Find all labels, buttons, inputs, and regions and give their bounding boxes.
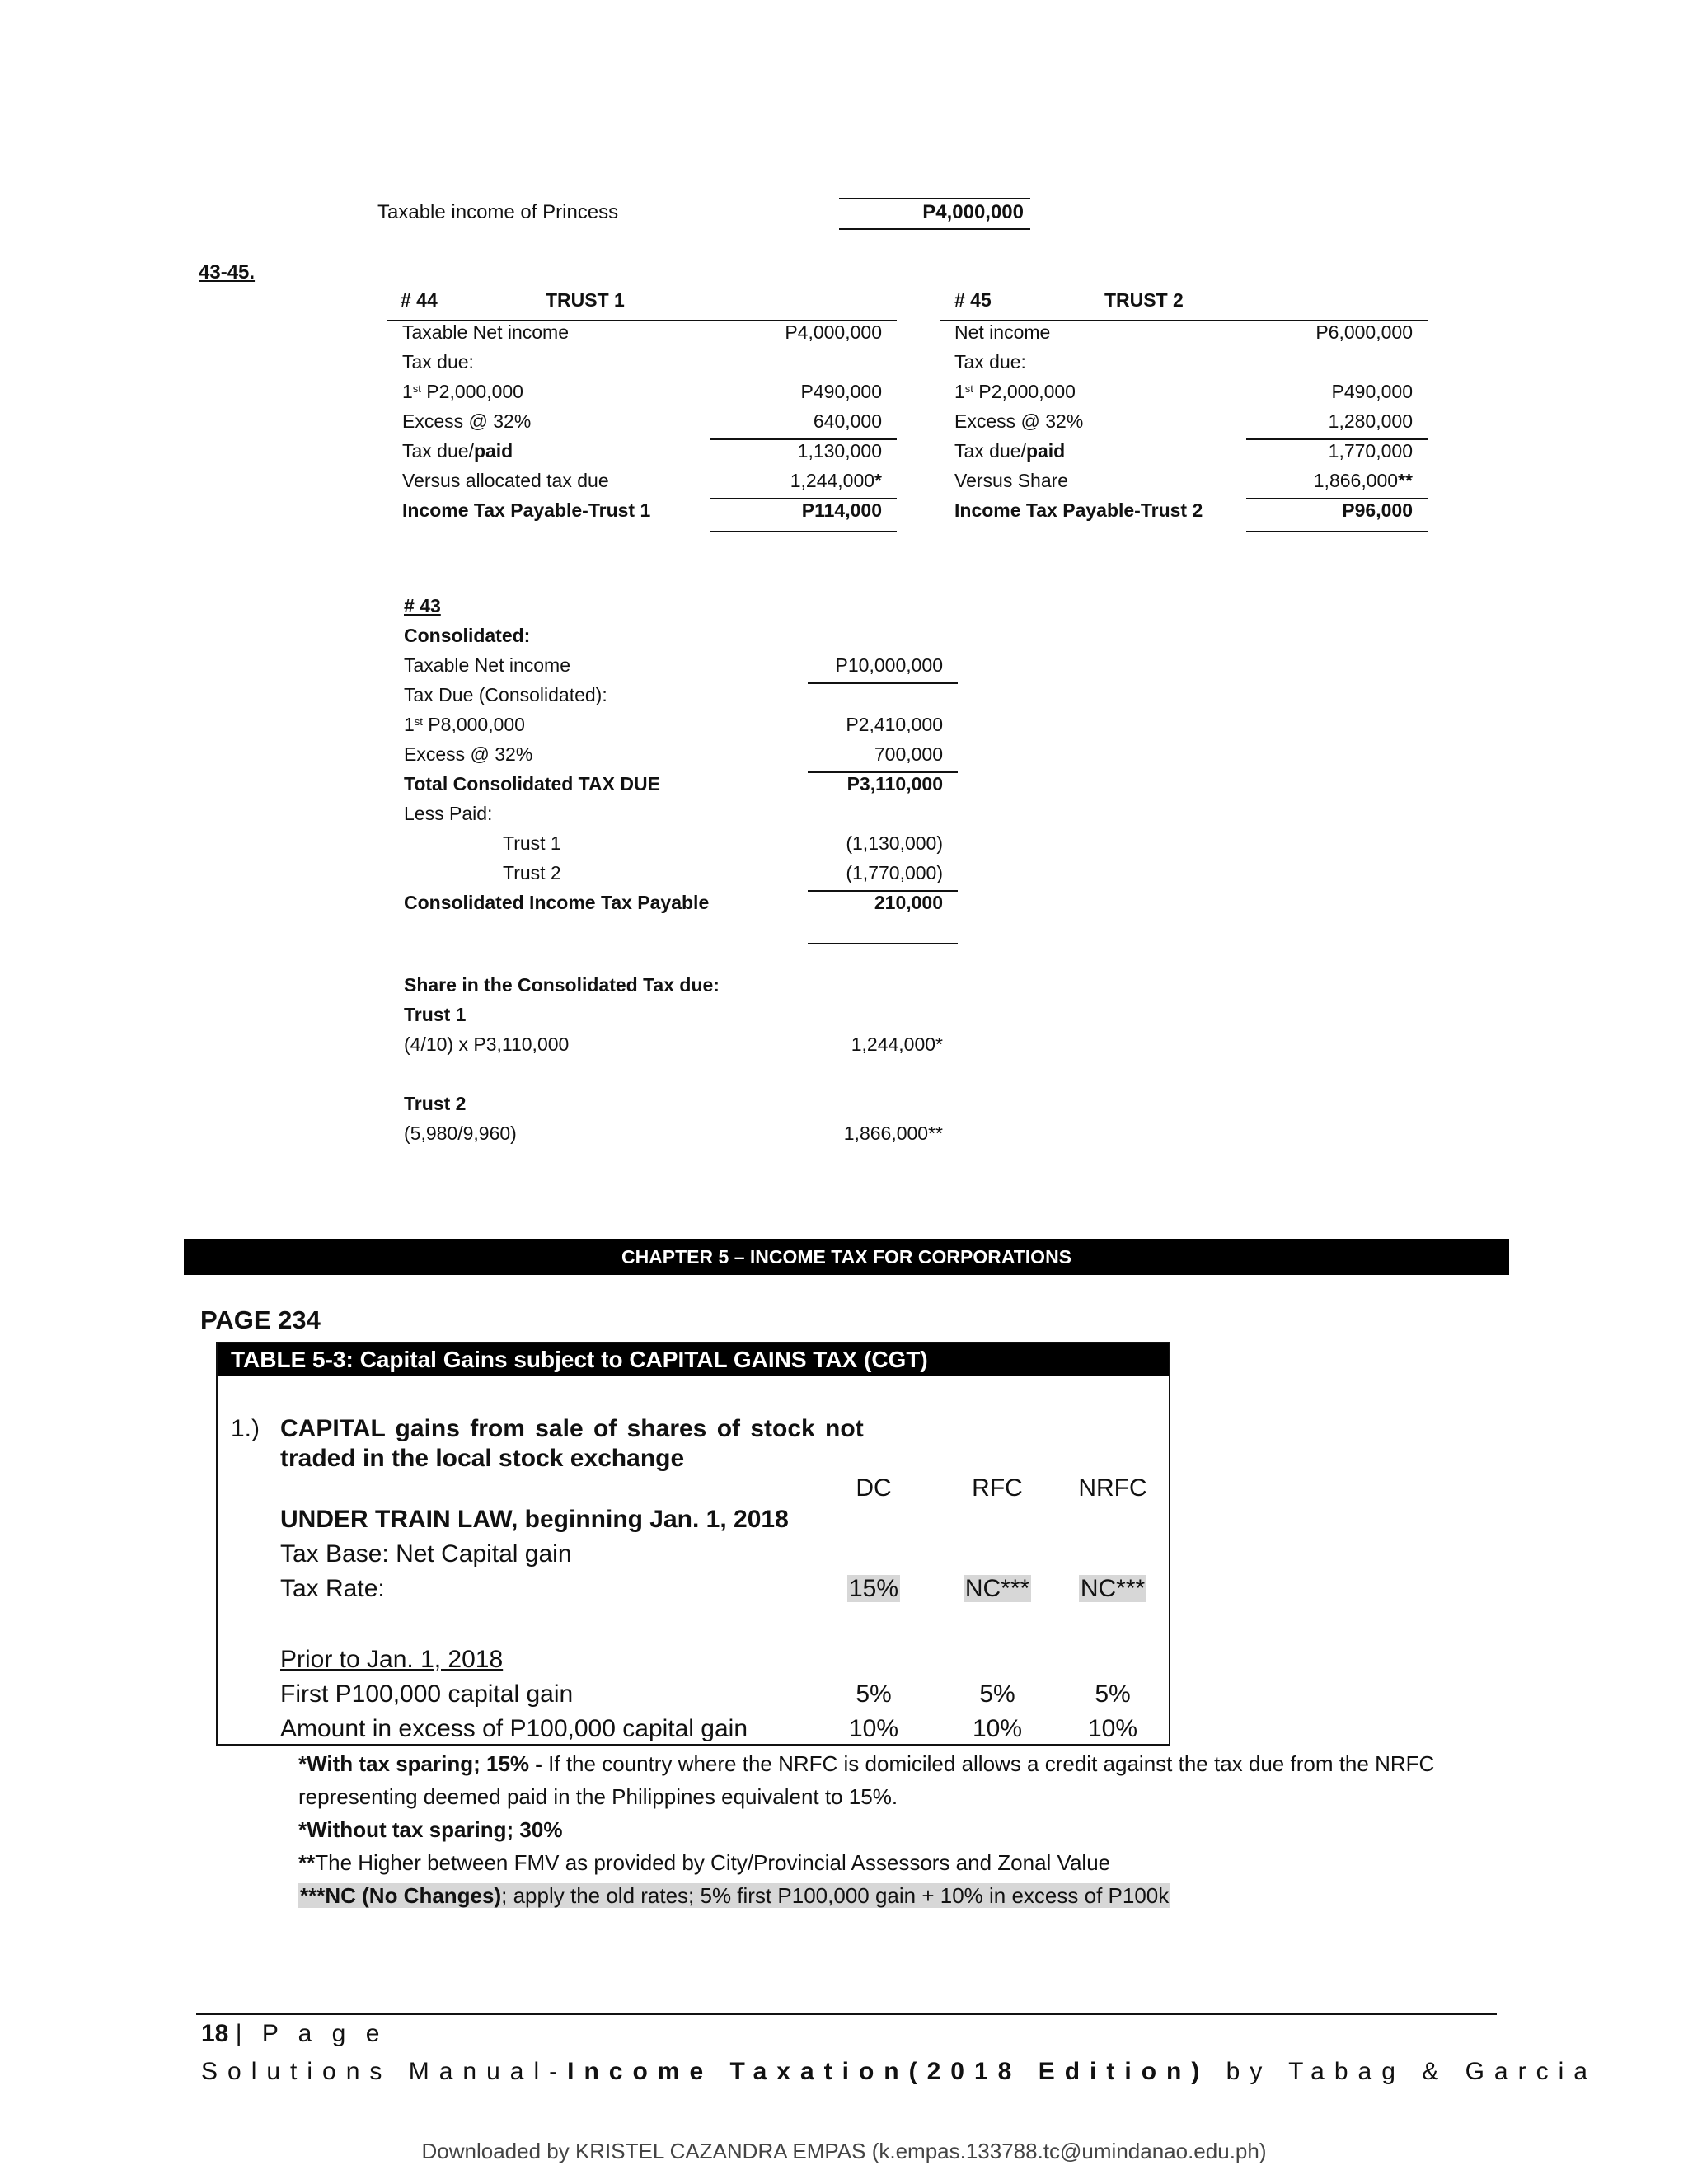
trust2-row-value: 1,770,000 <box>1328 440 1413 462</box>
tax-base: Tax Base: Net Capital gain <box>280 1540 572 1568</box>
trust2-row-value: P490,000 <box>1331 381 1413 402</box>
tax-rate-label: Tax Rate: <box>280 1575 385 1602</box>
consolidated-excess-label: Excess @ 32% <box>404 743 533 765</box>
col-dc: DC <box>856 1474 892 1502</box>
trust2-row-value: P6,000,000 <box>1315 321 1413 343</box>
trust1-row-label: Tax due: <box>402 351 474 373</box>
consolidated-trust2-value: (1,770,000) <box>846 862 943 883</box>
trust2-row-label: Versus Share <box>954 470 1069 491</box>
first-rate-dc: 5% <box>856 1680 892 1708</box>
prior-title: Prior to Jan. 1, 2018 <box>280 1646 504 1673</box>
first-rate-nrfc: 5% <box>1095 1680 1131 1708</box>
trust2-payable-value: P96,000 <box>1342 499 1413 521</box>
consolidated-trust1-label: Trust 1 <box>503 832 561 854</box>
trust2-row-label: Excess @ 32% <box>954 410 1084 432</box>
trust1-row-label: Taxable Net income <box>402 321 569 343</box>
trust1-row-value: P4,000,000 <box>785 321 882 343</box>
consolidated-taxable-label: Taxable Net income <box>404 654 570 676</box>
consolidated-taxdue-label: Tax Due (Consolidated): <box>404 684 607 705</box>
footnote-without-sparing: *Without tax sparing; 30% <box>298 1817 563 1842</box>
train-title: UNDER TRAIN LAW, beginning Jan. 1, 2018 <box>280 1506 789 1533</box>
princess-label: Taxable income of Princess <box>377 201 619 223</box>
consolidated-block <box>402 595 979 1155</box>
running-footer: Solutions Manual-Income Taxation(2018 Edition) by Tabag & Garcia <box>201 2058 1597 2085</box>
consolidated-excess-value: 700,000 <box>874 743 943 765</box>
consolidated-payable-label: Consolidated Income Tax Payable <box>404 892 710 913</box>
trust1-row-label: Excess @ 32% <box>402 410 532 432</box>
item-title-line2: traded in the local stock exchange <box>280 1445 685 1472</box>
trust2-number: # 45 <box>954 289 992 311</box>
consolidated-taxable-value: P10,000,000 <box>835 654 943 676</box>
trust1-row-value: 640,000 <box>813 410 882 432</box>
trust2-row-label: 1st P2,000,000 <box>954 381 1076 402</box>
consolidated-first-label: 1st P8,000,000 <box>404 714 525 735</box>
item-number: 1.) <box>231 1415 260 1442</box>
trust1-number: # 44 <box>401 289 438 311</box>
trust2-row-label: Tax due: <box>954 351 1026 373</box>
share-trust1-title: Trust 1 <box>404 1004 467 1025</box>
consolidated-first-value: P2,410,000 <box>846 714 943 735</box>
consolidated-trust2-label: Trust 2 <box>503 862 561 883</box>
chapter-heading: CHAPTER 5 – INCOME TAX FOR CORPORATIONS <box>184 1239 1509 1275</box>
col-nrfc: NRFC <box>1078 1474 1147 1502</box>
share-trust2-value: 1,866,000** <box>843 1122 943 1144</box>
trust1-payable-label: Income Tax Payable-Trust 1 <box>402 499 651 521</box>
trust2-payable-label: Income Tax Payable-Trust 2 <box>954 499 1203 521</box>
trust2-block <box>940 285 1428 541</box>
consolidated-title: Consolidated: <box>404 625 531 646</box>
trust1-row-label: 1st P2,000,000 <box>402 381 523 402</box>
share-trust2-title: Trust 2 <box>404 1093 467 1114</box>
trust2-title: TRUST 2 <box>1104 289 1184 311</box>
trust1-payable-value: P114,000 <box>801 499 882 521</box>
trust1-row-value: 1,130,000 <box>797 440 882 462</box>
tax-rate-nrfc: NC*** <box>1080 1575 1146 1602</box>
footer-rule <box>196 2013 1497 2015</box>
footnote-fmv: **The Higher between FMV as provided by City/Provincial Assessors and Zonal Value <box>298 1850 1111 1875</box>
item-title-line1: CAPITAL gains from sale of shares of stock not <box>280 1415 864 1442</box>
excess-gain-label: Amount in excess of P100,000 capital gain <box>280 1715 748 1742</box>
cgt-table-header: TABLE 5-3: Capital Gains subject to CAPITAL GAINS TAX (CGT) <box>218 1343 1169 1376</box>
tax-rate-rfc: NC*** <box>964 1575 1030 1602</box>
trust1-block <box>387 285 897 541</box>
excess-rate-dc: 10% <box>848 1715 899 1742</box>
trust2-row-label: Tax due/paid <box>954 440 1066 462</box>
trust2-row-label: Net income <box>954 321 1051 343</box>
footnote-tax-sparing-cont: representing deemed paid in the Philippines equivalent to 15%. <box>298 1784 898 1809</box>
trust1-row-value: 1,244,000* <box>790 470 882 491</box>
trust1-row-label: Versus allocated tax due <box>402 470 609 491</box>
princess-value: P4,000,000 <box>922 201 1024 223</box>
excess-rate-rfc: 10% <box>972 1715 1023 1742</box>
share-trust1-value: 1,244,000* <box>851 1033 943 1055</box>
first-gain-label: First P100,000 capital gain <box>280 1680 574 1708</box>
consolidated-less-label: Less Paid: <box>404 803 493 824</box>
consolidated-total-label: Total Consolidated TAX DUE <box>404 773 660 794</box>
tax-rate-dc: 15% <box>848 1575 899 1602</box>
share-title: Share in the Consolidated Tax due: <box>404 974 720 996</box>
share-trust1-formula: (4/10) x P3,110,000 <box>404 1033 570 1055</box>
trust2-row-value: 1,280,000 <box>1328 410 1413 432</box>
consolidated-trust1-value: (1,130,000) <box>846 832 943 854</box>
consolidated-total-value: P3,110,000 <box>846 773 943 794</box>
page-reference: PAGE 234 <box>200 1305 321 1334</box>
trust1-row-value: P490,000 <box>800 381 882 402</box>
section-number: 43-45. <box>199 261 256 284</box>
trust1-row-label: Tax due/paid <box>402 440 513 462</box>
trust1-title: TRUST 1 <box>546 289 625 311</box>
col-rfc: RFC <box>972 1474 1023 1502</box>
trust2-row-value: 1,866,000** <box>1313 470 1413 491</box>
consolidated-payable-value: 210,000 <box>874 892 943 913</box>
excess-rate-nrfc: 10% <box>1087 1715 1138 1742</box>
consolidated-number: # 43 <box>404 595 441 616</box>
download-notice: Downloaded by KRISTEL CAZANDRA EMPAS (k.empas.133788.tc@umindanao.edu.ph) <box>421 2139 1267 2163</box>
page-number: 18 | P a g e <box>201 2020 387 2047</box>
first-rate-rfc: 5% <box>979 1680 1015 1708</box>
footnote-tax-sparing: *With tax sparing; 15% - If the country where the NRFC is domiciled allows a credit against the tax due from the NRFC <box>298 1751 1435 1776</box>
share-trust2-formula: (5,980/9,960) <box>404 1122 517 1144</box>
footnote-no-changes: ***NC (No Changes); apply the old rates; 5% first P100,000 gain + 10% in excess of P100k <box>300 1883 1170 1908</box>
